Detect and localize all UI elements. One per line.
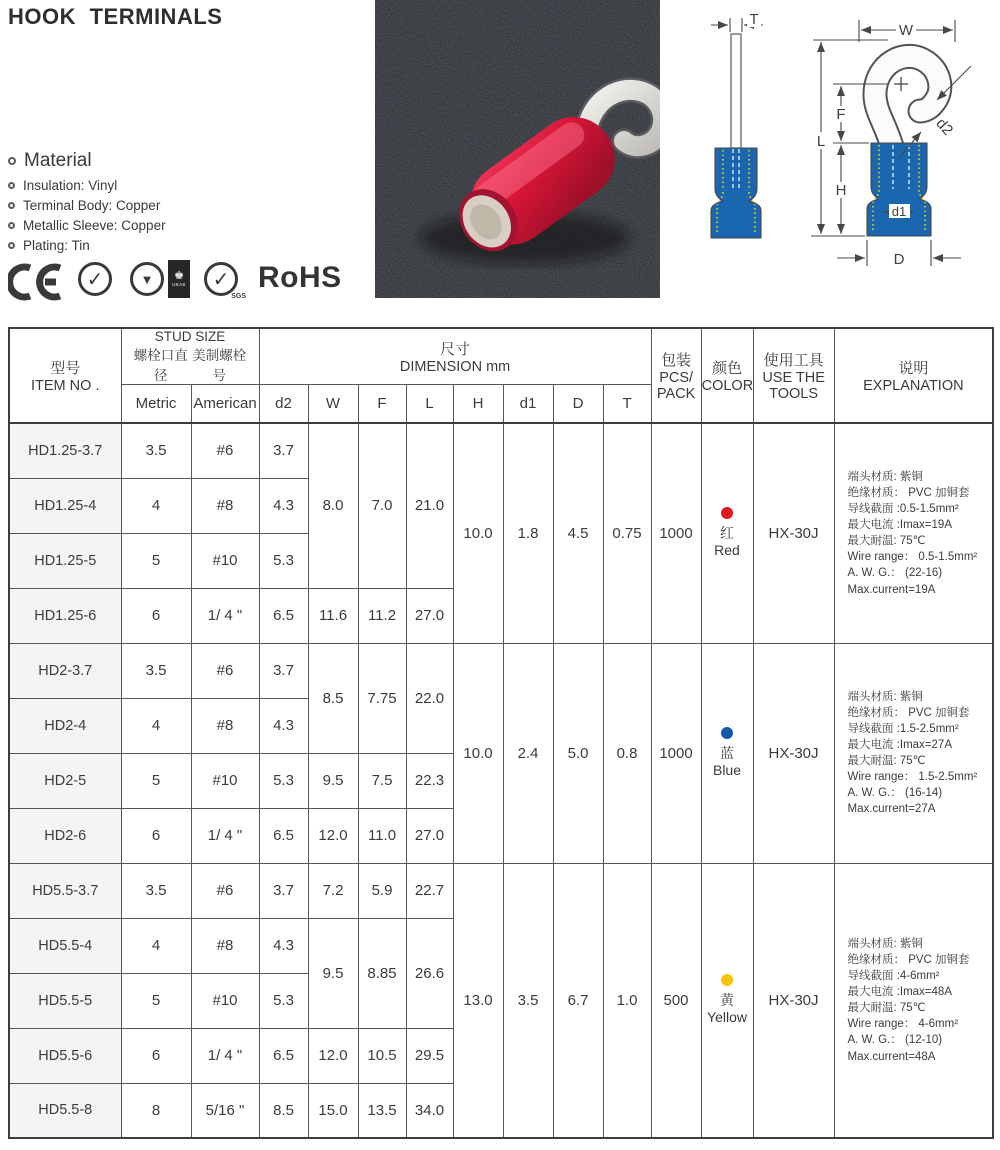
cell-h: 13.0 (453, 863, 503, 1138)
cell-f: 10.5 (358, 1028, 406, 1083)
cell-item: HD1.25-3.7 (9, 423, 121, 478)
rohs-label: RoHS (258, 261, 342, 294)
cell-d2: 5.3 (259, 533, 308, 588)
material-item-label: Terminal Body: Copper (23, 197, 161, 213)
cell-metric: 5 (121, 753, 191, 808)
cell-item: HD5.5-4 (9, 918, 121, 973)
col-header-pack: 包装 PCS/ PACK (651, 328, 701, 424)
color-name-cn: 蓝 (720, 744, 734, 761)
color-dot-icon (721, 507, 733, 519)
cell-d: 5.0 (553, 643, 603, 863)
cell-color (701, 643, 753, 863)
materials-list (8, 150, 166, 255)
ukas-box-icon: ♚ UKAS (168, 260, 190, 298)
table-row (9, 643, 993, 698)
spec-table-body (8, 422, 994, 1139)
cell-american: #6 (191, 643, 259, 698)
materials-heading-line (8, 150, 166, 172)
cell-d2: 3.7 (259, 423, 308, 478)
cell-d2: 4.3 (259, 918, 308, 973)
page-title: HOOK TERMINALS (8, 4, 223, 29)
col-header-tools: 使用工具 USE THE TOOLS (753, 328, 834, 424)
color-dot-icon (721, 974, 733, 986)
cell-f: 8.85 (358, 918, 406, 1028)
cell-d2: 4.3 (259, 478, 308, 533)
col-header-stud-size: STUD SIZE 螺栓口直径 美制螺栓号 (121, 328, 259, 385)
ce-mark-icon (8, 262, 64, 302)
cell-item: HD1.25-5 (9, 533, 121, 588)
cell-pack: 1000 (651, 643, 701, 863)
cell-t: 0.8 (603, 643, 651, 863)
cell-f: 11.2 (358, 588, 406, 643)
cell-item: HD5.5-8 (9, 1083, 121, 1138)
cell-item: HD2-5 (9, 753, 121, 808)
cell-item: HD5.5-5 (9, 973, 121, 1028)
cell-d2: 5.3 (259, 753, 308, 808)
cell-d2: 6.5 (259, 588, 308, 643)
cell-l: 27.0 (406, 808, 453, 863)
cell-d1: 1.8 (503, 423, 553, 643)
color-name-en: Yellow (707, 1009, 747, 1026)
col-header-metric: Metric (121, 385, 191, 424)
col-header-american: American (191, 385, 259, 424)
materials-heading: Material (24, 150, 92, 171)
cell-item: HD2-4 (9, 698, 121, 753)
dim-label-d: D (893, 251, 905, 268)
bullet-icon (8, 222, 15, 229)
cell-d1: 3.5 (503, 863, 553, 1138)
cell-t: 0.75 (603, 423, 651, 643)
material-item (8, 195, 166, 215)
col-header-f: F (358, 385, 406, 424)
cell-american: #6 (191, 423, 259, 478)
cell-metric: 5 (121, 973, 191, 1028)
cell-metric: 4 (121, 478, 191, 533)
cell-tool: HX-30J (753, 863, 834, 1138)
dimension-diagram (683, 8, 998, 300)
material-item-label: Metallic Sleeve: Copper (23, 217, 166, 233)
cell-w: 15.0 (308, 1083, 358, 1138)
cell-metric: 4 (121, 698, 191, 753)
quality-check-badge-icon: ✓ (78, 262, 112, 296)
color-name-cn: 黄 (720, 991, 734, 1008)
cell-w: 7.2 (308, 863, 358, 918)
cell-l: 29.5 (406, 1028, 453, 1083)
material-item-label: Insulation: Vinyl (23, 177, 118, 193)
col-header-t: T (603, 385, 651, 424)
cell-item: HD1.25-4 (9, 478, 121, 533)
cell-metric: 6 (121, 1028, 191, 1083)
cell-d1: 2.4 (503, 643, 553, 863)
cell-w: 12.0 (308, 808, 358, 863)
cell-d2: 4.3 (259, 698, 308, 753)
cell-item: HD5.5-3.7 (9, 863, 121, 918)
cell-h: 10.0 (453, 423, 503, 643)
col-header-d1: d1 (503, 385, 553, 424)
cell-l: 34.0 (406, 1083, 453, 1138)
bullet-icon (8, 182, 15, 189)
cell-metric: 6 (121, 808, 191, 863)
cell-metric: 5 (121, 533, 191, 588)
cell-l: 26.6 (406, 918, 453, 1028)
cell-t: 1.0 (603, 863, 651, 1138)
cell-item: HD5.5-6 (9, 1028, 121, 1083)
dim-label-d1: d1 (891, 204, 907, 219)
bullet-icon (8, 202, 15, 209)
bullet-icon (8, 242, 15, 249)
bullet-icon (8, 157, 16, 165)
cell-explanation: 端头材质: 紫铜 绝缘材质： PVC 加铜套 导线截面 :4-6mm² 最大电流 :Imax=48A 最大耐温: 75℃ Wire range： 4-6mm² A. W. G.： (12-10) Max.current=48A (834, 863, 993, 1138)
col-header-w: W (308, 385, 358, 424)
cell-metric: 6 (121, 588, 191, 643)
cell-w: 8.5 (308, 643, 358, 753)
dim-label-w: W (898, 22, 914, 39)
table-row (9, 863, 993, 918)
cell-metric: 4 (121, 918, 191, 973)
color-dot-icon (721, 727, 733, 739)
dim-label-h: H (835, 182, 847, 199)
cell-l: 22.7 (406, 863, 453, 918)
col-header-d: D (553, 385, 603, 424)
cell-w: 8.0 (308, 423, 358, 588)
cell-american: 1/ 4 " (191, 808, 259, 863)
cell-metric: 3.5 (121, 863, 191, 918)
cell-metric: 3.5 (121, 643, 191, 698)
cell-w: 9.5 (308, 753, 358, 808)
material-item (8, 215, 166, 235)
certification-row (8, 260, 368, 304)
col-header-h: H (453, 385, 503, 424)
cell-l: 22.3 (406, 753, 453, 808)
cell-h: 10.0 (453, 643, 503, 863)
cell-f: 7.75 (358, 643, 406, 753)
cell-american: #8 (191, 698, 259, 753)
cell-l: 22.0 (406, 643, 453, 753)
cell-tool: HX-30J (753, 643, 834, 863)
cell-w: 9.5 (308, 918, 358, 1028)
cell-w: 12.0 (308, 1028, 358, 1083)
material-item (8, 235, 166, 255)
cell-american: #10 (191, 753, 259, 808)
dim-label-t: T (749, 11, 759, 28)
cell-american: #6 (191, 863, 259, 918)
material-item (8, 175, 166, 195)
cell-explanation: 端头材质: 紫铜 绝缘材质： PVC 加铜套 导线截面 :1.5-2.5mm² 最大电流 :Imax=27A 最大耐温: 75℃ Wire range： 1.5-2.5mm² A. W. G.： (16-14) Max.current=27A (834, 643, 993, 863)
cell-l: 27.0 (406, 588, 453, 643)
cell-d2: 8.5 (259, 1083, 308, 1138)
color-name-en: Blue (712, 762, 742, 778)
cell-f: 7.5 (358, 753, 406, 808)
header-row-1 (9, 328, 993, 385)
col-header-explanation: 说明 EXPLANATION (834, 328, 993, 424)
col-header-color: 颜色 COLOR (701, 328, 753, 424)
cell-pack: 1000 (651, 423, 701, 643)
col-header-dimension: 尺寸 DIMENSION mm (259, 328, 651, 385)
cell-d: 4.5 (553, 423, 603, 643)
cell-color (701, 863, 753, 1138)
sgs-badge-icon: ✓ SGS (204, 262, 238, 296)
cell-american: #8 (191, 918, 259, 973)
product-photo (375, 0, 660, 298)
cell-f: 7.0 (358, 423, 406, 588)
dim-label-d2: d2 (932, 115, 957, 139)
dim-label-f: F (836, 106, 846, 123)
cell-tool: HX-30J (753, 423, 834, 643)
cell-d2: 6.5 (259, 808, 308, 863)
iso-ukas-badge-icon: ▼ ♚ UKAS (130, 262, 164, 296)
cell-pack: 500 (651, 863, 701, 1138)
cell-color (701, 423, 753, 643)
cell-f: 11.0 (358, 808, 406, 863)
cell-american: 5/16 " (191, 1083, 259, 1138)
col-header-d2: d2 (259, 385, 308, 424)
cell-item: HD2-3.7 (9, 643, 121, 698)
cell-american: #10 (191, 973, 259, 1028)
cell-metric: 3.5 (121, 423, 191, 478)
col-header-l: L (406, 385, 453, 424)
cell-d2: 5.3 (259, 973, 308, 1028)
cell-american: 1/ 4 " (191, 1028, 259, 1083)
cell-d2: 3.7 (259, 643, 308, 698)
cell-explanation: 端头材质: 紫铜 绝缘材质： PVC 加铜套 导线截面 :0.5-1.5mm² 最大电流 :Imax=19A 最大耐温: 75℃ Wire range： 0.5-1.5mm² A. W. G.： (22-16) Max.current=19A (834, 423, 993, 643)
cell-f: 13.5 (358, 1083, 406, 1138)
cell-american: #8 (191, 478, 259, 533)
cell-l: 21.0 (406, 423, 453, 588)
color-name-cn: 红 (720, 524, 734, 541)
cell-item: HD1.25-6 (9, 588, 121, 643)
cell-item: HD2-6 (9, 808, 121, 863)
color-name-en: Red (714, 542, 740, 559)
cell-f: 5.9 (358, 863, 406, 918)
cell-d2: 3.7 (259, 863, 308, 918)
spec-table-header (8, 327, 994, 425)
col-header-item: 型号 ITEM NO . (9, 328, 121, 424)
cell-american: #10 (191, 533, 259, 588)
cell-american: 1/ 4 " (191, 588, 259, 643)
cell-metric: 8 (121, 1083, 191, 1138)
cell-d: 6.7 (553, 863, 603, 1138)
cell-d2: 6.5 (259, 1028, 308, 1083)
table-row (9, 423, 993, 478)
material-item-label: Plating: Tin (23, 237, 90, 253)
dim-label-l: L (816, 133, 826, 150)
cell-w: 11.6 (308, 588, 358, 643)
